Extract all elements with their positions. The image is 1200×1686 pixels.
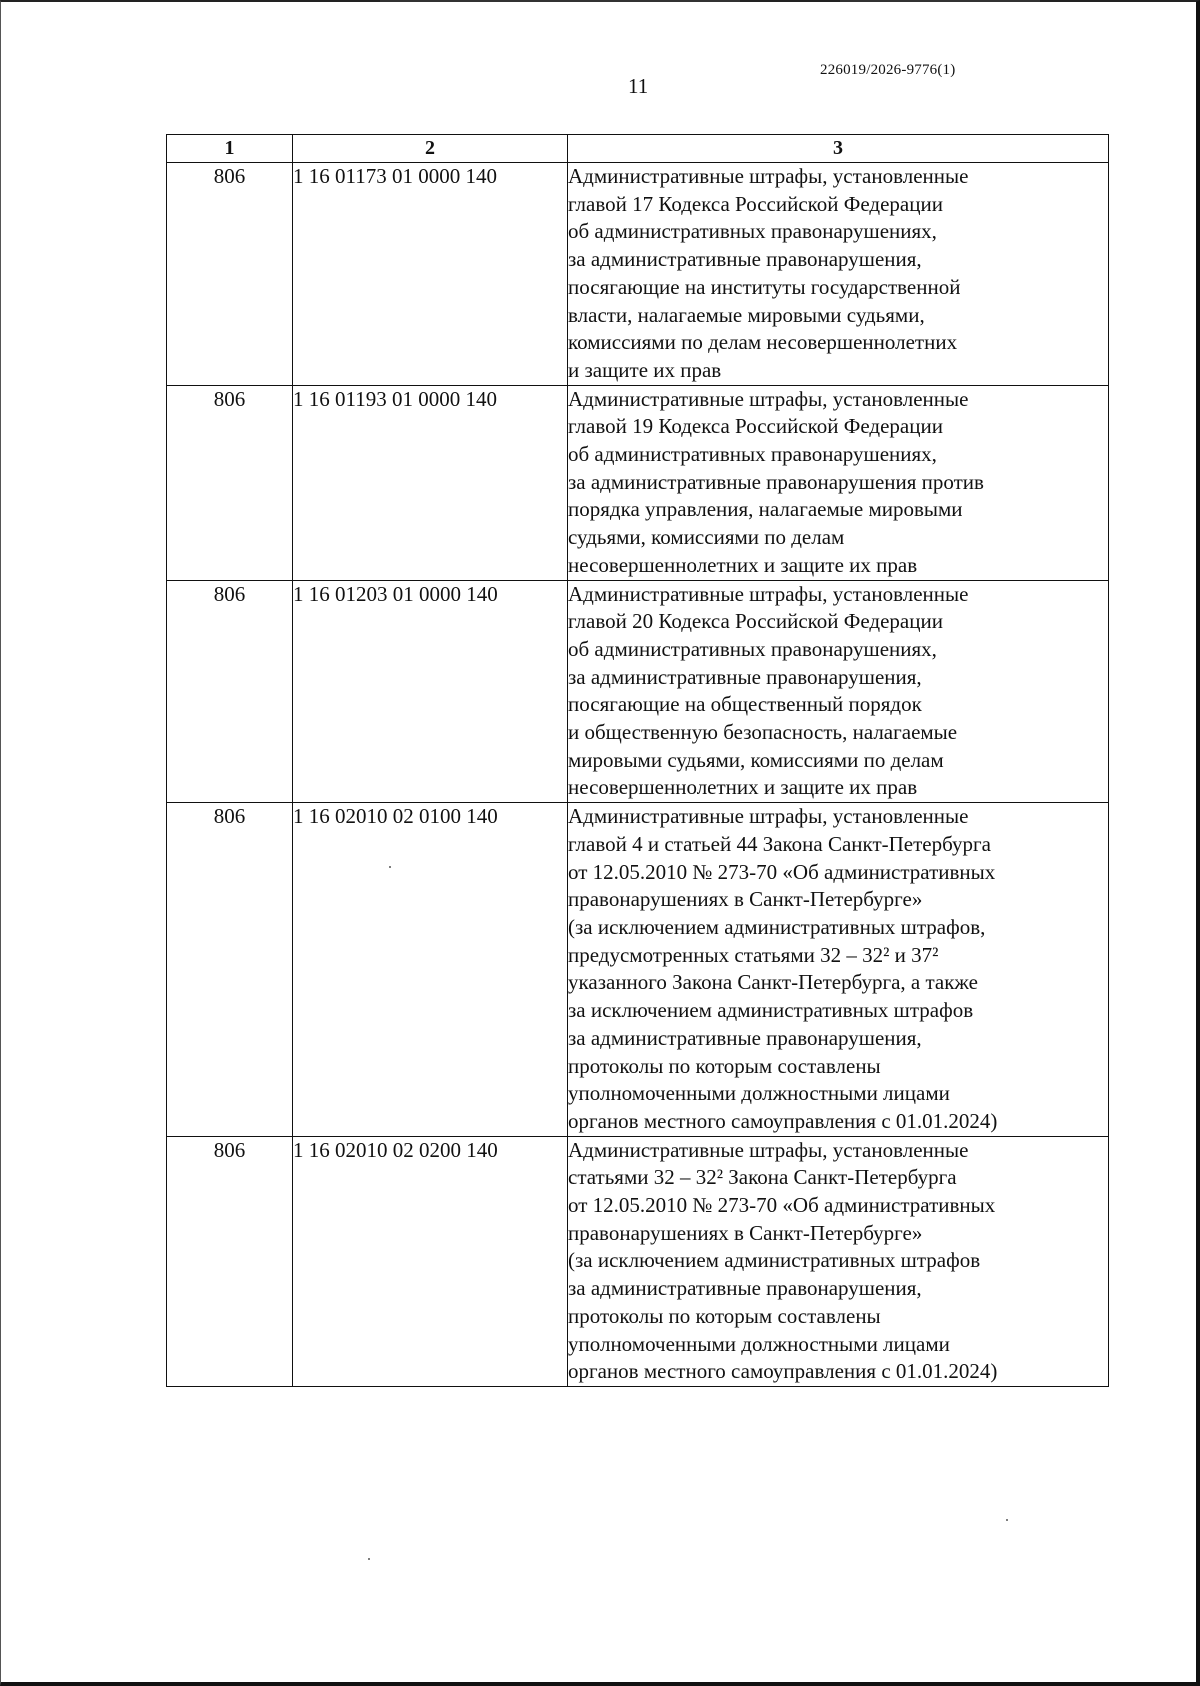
description-line: статьями 32 – 32² Закона Санкт-Петербурга [568, 1165, 957, 1190]
description-line: Административные штрафы, установленные [568, 581, 969, 606]
description-line: порядка управления, налагаемые мировыми [568, 497, 963, 522]
page-number: 11 [628, 74, 649, 98]
admin-code-cell: 806 [167, 385, 293, 580]
description-line: за административные правонарушения, [568, 664, 922, 689]
budget-code-cell: 1 16 01173 01 0000 140 [293, 163, 568, 386]
description-line: власти, налагаемые мировыми судьями, [568, 302, 925, 327]
description-cell [568, 385, 1109, 580]
description-line: указанного Закона Санкт-Петербурга, а также [568, 970, 978, 995]
description-line: и общественную безопасность, налагаемые [568, 720, 958, 745]
description-cell [568, 1136, 1109, 1386]
table-row [167, 1136, 1109, 1386]
description-line: Административные штрафы, установленные [568, 804, 969, 829]
description-line: предусмотренных статьями 32 – 32² и 37² [568, 942, 939, 967]
description-line: за административные правонарушения против [568, 469, 984, 494]
admin-code-cell: 806 [167, 163, 293, 386]
description-line: несовершеннолетних и защите их прав [568, 552, 918, 577]
description-line: протоколы по которым составлены [568, 1303, 881, 1328]
budget-code-cell: 1 16 02010 02 0100 140 [293, 803, 568, 1136]
table-row [167, 580, 1109, 803]
scan-speck [389, 866, 391, 868]
admin-code-cell: 806 [167, 803, 293, 1136]
admin-code-cell: 806 [167, 1136, 293, 1386]
description-line: об административных правонарушениях, [568, 636, 937, 661]
description-line: посягающие на институты государственной [568, 274, 961, 299]
description-line: от 12.05.2010 № 273-70 «Об административных [568, 859, 996, 884]
description-line: об административных правонарушениях, [568, 219, 937, 244]
description-line: об административных правонарушениях, [568, 442, 937, 467]
description-line: главой 20 Кодекса Российской Федерации [568, 609, 943, 634]
description-line: Административные штрафы, установленные [568, 1137, 969, 1162]
description-line: посягающие на общественный порядок [568, 692, 922, 717]
budget-code-cell: 1 16 01193 01 0000 140 [293, 385, 568, 580]
description-line: протоколы по которым составлены [568, 1053, 881, 1078]
table-row [167, 385, 1109, 580]
document-number: 226019/2026-9776(1) [820, 62, 956, 78]
description-line: мировыми судьями, комиссиями по делам [568, 747, 944, 772]
fees-table [166, 134, 1109, 1387]
table-row [167, 803, 1109, 1136]
budget-code-cell: 1 16 02010 02 0200 140 [293, 1136, 568, 1386]
description-cell [568, 163, 1109, 386]
description-line: за административные правонарушения, [568, 1276, 922, 1301]
description-line: правонарушениях в Санкт-Петербурге» [568, 887, 923, 912]
description-line: судьями, комиссиями по делам [568, 525, 845, 550]
description-line: главой 17 Кодекса Российской Федерации [568, 191, 943, 216]
description-line: уполномоченными должностными лицами [568, 1331, 950, 1356]
scan-speck [1006, 1519, 1008, 1521]
description-line: и защите их прав [568, 357, 722, 382]
description-line: Административные штрафы, установленные [568, 386, 969, 411]
table-row [167, 163, 1109, 386]
description-line: органов местного самоуправления с 01.01.2024) [568, 1359, 998, 1384]
budget-code-cell: 1 16 01203 01 0000 140 [293, 580, 568, 803]
description-line: (за исключением административных штрафов [568, 1248, 981, 1273]
description-line: Административные штрафы, установленные [568, 164, 969, 188]
description-line: уполномоченными должностными лицами [568, 1081, 950, 1106]
scan-artifact [840, 0, 1040, 2]
admin-code-cell: 806 [167, 580, 293, 803]
description-line: несовершеннолетних и защите их прав [568, 775, 918, 800]
description-line: комиссиями по делам несовершеннолетних [568, 330, 958, 355]
description-line: главой 19 Кодекса Российской Федерации [568, 414, 943, 439]
scan-speck [368, 1558, 370, 1560]
column-header: 1 [167, 135, 293, 163]
description-line: правонарушениях в Санкт-Петербурге» [568, 1220, 923, 1245]
description-cell [568, 803, 1109, 1136]
description-line: за административные правонарушения, [568, 247, 922, 272]
scan-artifact [380, 0, 740, 2]
table-header-row [167, 135, 1109, 163]
description-line: от 12.05.2010 № 273-70 «Об административных [568, 1193, 996, 1218]
description-line: за административные правонарушения, [568, 1025, 922, 1050]
table-body [167, 163, 1109, 1387]
column-header: 2 [293, 135, 568, 163]
description-line: органов местного самоуправления с 01.01.2024) [568, 1108, 998, 1133]
column-header: 3 [568, 135, 1109, 163]
description-line: (за исключением административных штрафов, [568, 914, 986, 939]
description-line: главой 4 и статьей 44 Закона Санкт-Петербурга [568, 831, 991, 856]
description-line: за исключением административных штрафов [568, 998, 974, 1023]
description-cell [568, 580, 1109, 803]
